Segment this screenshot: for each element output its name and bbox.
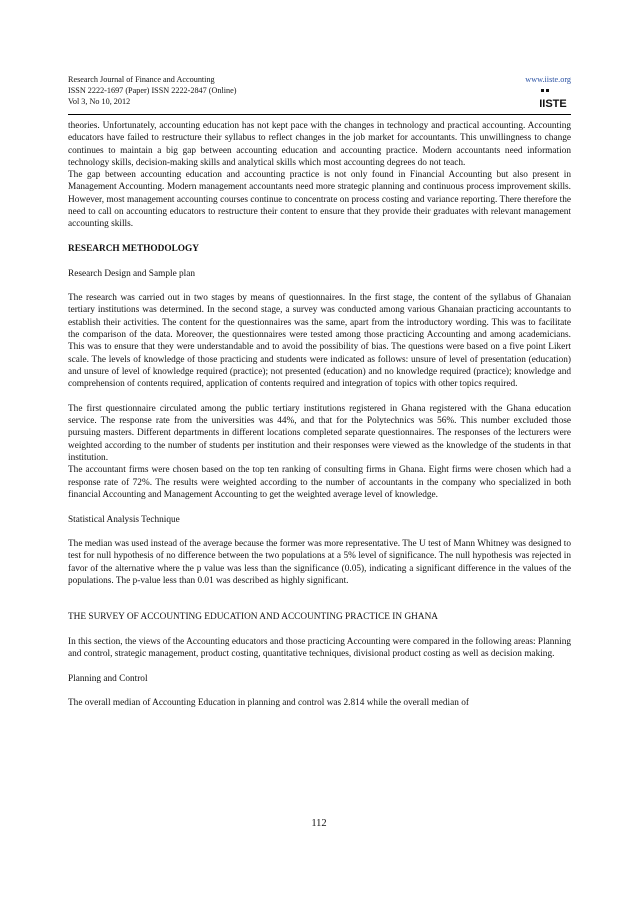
paragraph-1: theories. Unfortunately, accounting education has not kept pace with the changes in technology and practical accounting. Accounting educators have failed to restructure their syllabus to reflect changes in the job market for accountants. This unwillingness to change continues to maintain a big gap between accounting education and accounting practice. Modern accountants need information technology skills, decision-making skills and analytical skills which most accounting degrees do not teach. — [68, 121, 571, 168]
paragraph-7: In this section, the views of the Accounting educators and those practicing Accounting were compared in the following areas: Planning and control, strategic management, product costing, quantitative techniques, divisional product costing as well as decision making. — [68, 636, 571, 660]
subheading-planning-control: Planning and Control — [68, 673, 148, 684]
heading-survey: THE SURVEY OF ACCOUNTING EDUCATION AND ACCOUNTING PRACTICE IN GHANA — [68, 612, 439, 623]
paragraph-3: The research was carried out in two stages by means of questionnaires. In the first stage, the content of the syllabus of Ghanaian tertiary institutions was determined. In the second stage, a survey was conducted among various Ghanaian practicing accountants to establish their activities. The content for the questionnaires was the same, apart from the introductory wording. This was to facilitate the comparison of the data. Moreover, the questionnaires were tested among those practicing Accounting and among academicians. This was to ensure that they were understandable and to avoid the possibility of bias. The questions were based on a five point Likert scale. The levels of knowledge of those practicing and students were indicated as follows: unsure of level of presentation (education) and unsure of level of knowledge required (practice); not presented (education) and no knowledge required (practice); knowledge and comprehension of contents required, application of contents required and integration of topics with other topics required. — [68, 293, 571, 390]
heading-research-methodology: RESEARCH METHODOLOGY — [68, 243, 199, 254]
journal-url[interactable]: www.iiste.org — [525, 75, 571, 84]
iiste-logo — [539, 87, 567, 111]
paragraph-2: The gap between accounting education and accounting practice is not only found in Financial Accounting but also present in Management Accounting. Modern management accountants need more strategic planning and continuous process improvement skills. However, most management accounting courses continue to concentrate on process costing and variance reporting. There therefore the need to call on accounting educators to restructure their content to ensure that they provide their graduates with relevant management accounting skills. — [68, 170, 571, 230]
subheading-research-design: Research Design and Sample plan — [68, 268, 196, 279]
subheading-statistical-analysis: Statistical Analysis Technique — [68, 514, 180, 525]
paragraph-8: The overall median of Accounting Education in planning and control was 2.814 while the overall median of — [68, 698, 469, 709]
journal-issn: ISSN 2222-1697 (Paper) ISSN 2222-2847 (Online) — [68, 86, 237, 95]
journal-volume: Vol 3, No 10, 2012 — [68, 97, 131, 106]
article-body — [68, 120, 571, 710]
journal-info — [68, 74, 237, 107]
header-rule — [68, 114, 571, 115]
paragraph-5: The accountant firms were chosen based on the top ten ranking of consulting firms in Ghana. Eight firms were chosen which had a response rate of 72%. The results were weighted according to the number of accountants in the company who specialized in both financial Accounting and Management Accounting to get the weighted average level of knowledge. — [68, 465, 571, 500]
paragraph-6: The median was used instead of the average because the former was more representative. The U test of Mann Whitney was designed to test for null hypothesis of no difference between the two populations at a 5% level of significance. The null hypothesis was rejected in favor of the alternative where the p value was less than the significance (0.05), indicating a significant difference in the values of the populations. The p-value less than 0.01 was described as highly significant. — [68, 539, 571, 586]
paragraph-4: The first questionnaire circulated among the public tertiary institutions registered in Ghana registered with the Ghana education service. The response rate from the universities was 44%, and that for the Polytechnics was 56%. This number excluded those pursuing masters. Different departments in different locations completed separate questionnaires. The responses of the lecturers were weighted according to the number of students per institution and their responses were viewed as the knowledge of the students in that institution. — [68, 403, 571, 464]
logo-text: IISTE — [539, 98, 567, 110]
page-header — [68, 74, 571, 114]
journal-title: Research Journal of Finance and Accounting — [68, 75, 215, 84]
page-number: 112 — [311, 818, 327, 829]
